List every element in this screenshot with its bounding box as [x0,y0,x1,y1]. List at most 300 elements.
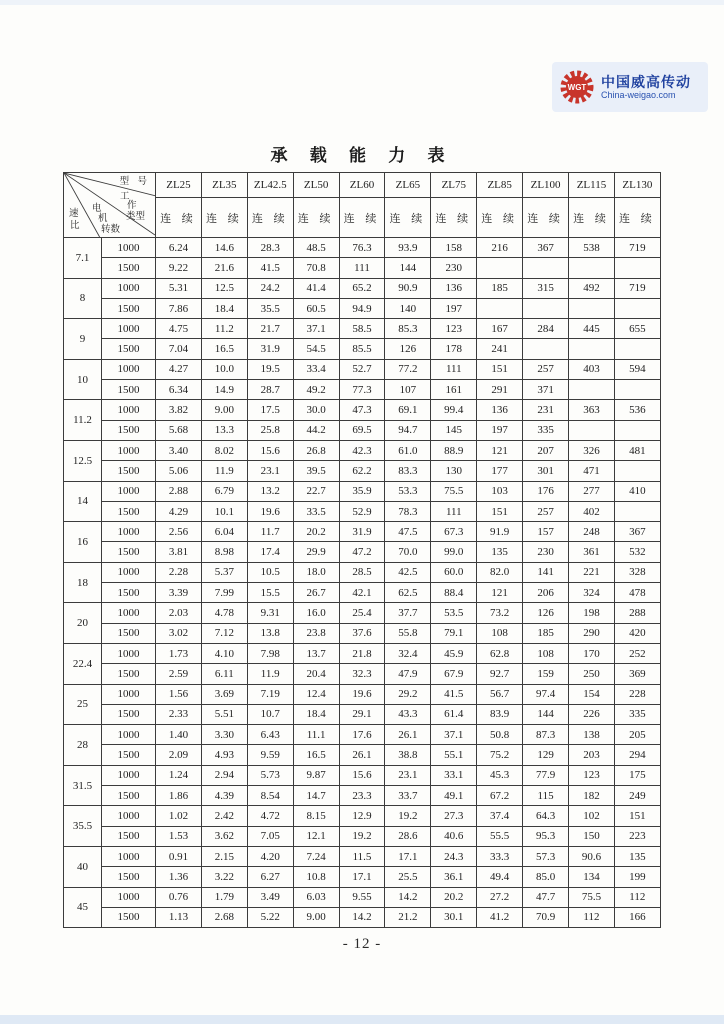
scan-edge-bottom [0,1015,724,1024]
capacity-value-cell: 85.0 [523,867,569,887]
capacity-value-cell: 43.3 [385,704,431,724]
capacity-value-cell: 28.5 [339,562,385,582]
capacity-value-cell: 6.11 [201,664,247,684]
capacity-value-cell: 78.3 [385,501,431,521]
capacity-value-cell: 54.5 [293,339,339,359]
capacity-value-cell: 18.4 [201,298,247,318]
capacity-value-cell: 151 [477,359,523,379]
speed-ratio-cell: 25 [64,684,102,725]
table-row [64,339,661,359]
table-row [64,583,661,603]
speed-ratio-cell: 20 [64,603,102,644]
capacity-value-cell: 170 [569,643,615,663]
capacity-value-cell [569,380,615,400]
motor-speed-cell: 1000 [102,522,156,542]
capacity-value-cell: 19.5 [247,359,293,379]
motor-speed-cell: 1500 [102,258,156,278]
capacity-value-cell: 107 [385,380,431,400]
load-capacity-table [63,172,661,928]
motor-speed-cell: 1000 [102,887,156,907]
gear-logo-icon [559,69,595,105]
capacity-value-cell: 121 [477,440,523,460]
capacity-value-cell: 70.8 [293,258,339,278]
table-corner-cell [64,173,156,238]
capacity-value-cell: 29.9 [293,542,339,562]
capacity-value-cell: 3.30 [201,725,247,745]
capacity-value-cell: 88.9 [431,440,477,460]
capacity-value-cell: 135 [614,846,660,866]
capacity-value-cell: 9.31 [247,603,293,623]
capacity-value-cell: 15.5 [247,583,293,603]
capacity-value-cell: 23.3 [339,786,385,806]
table-row [64,684,661,704]
motor-speed-cell: 1000 [102,278,156,298]
capacity-value-cell: 77.9 [523,765,569,785]
capacity-value-cell: 33.3 [477,846,523,866]
capacity-value-cell: 4.27 [156,359,202,379]
table-row [64,440,661,460]
capacity-value-cell: 445 [569,319,615,339]
capacity-value-cell: 13.3 [201,420,247,440]
capacity-value-cell: 536 [614,400,660,420]
capacity-value-cell: 121 [477,583,523,603]
capacity-value-cell: 108 [523,643,569,663]
capacity-value-cell: 37.6 [339,623,385,643]
capacity-value-cell: 2.56 [156,522,202,542]
table-row [64,887,661,907]
scan-edge-top [0,0,724,5]
capacity-value-cell: 11.1 [293,725,339,745]
capacity-value-cell: 17.1 [339,867,385,887]
capacity-value-cell [569,420,615,440]
capacity-value-cell: 62.5 [385,583,431,603]
duty-type-cell: 连 续 [477,198,523,238]
motor-speed-cell: 1000 [102,643,156,663]
capacity-value-cell [523,258,569,278]
capacity-value-cell: 87.3 [523,725,569,745]
capacity-value-cell: 42.3 [339,440,385,460]
corner-label-motorspeed: 电 [92,204,102,214]
capacity-value-cell: 25.4 [339,603,385,623]
table-row [64,522,661,542]
capacity-value-cell: 4.39 [201,786,247,806]
capacity-value-cell: 47.9 [385,664,431,684]
capacity-value-cell: 199 [614,867,660,887]
capacity-value-cell: 291 [477,380,523,400]
capacity-value-cell: 410 [614,481,660,501]
motor-speed-cell: 1500 [102,501,156,521]
capacity-value-cell: 37.1 [293,319,339,339]
capacity-value-cell: 37.1 [431,725,477,745]
table-row [64,420,661,440]
duty-type-cell: 连 续 [339,198,385,238]
speed-ratio-cell: 22.4 [64,643,102,684]
capacity-value-cell: 47.5 [385,522,431,542]
capacity-value-cell: 102 [569,806,615,826]
table-row [64,704,661,724]
corner-label-motorspeed: 转数 [101,225,121,235]
capacity-value-cell: 83.3 [385,461,431,481]
column-header-model: ZL25 [156,173,202,198]
capacity-value-cell: 3.82 [156,400,202,420]
capacity-value-cell: 90.9 [385,278,431,298]
capacity-value-cell: 145 [431,420,477,440]
capacity-value-cell: 2.68 [201,907,247,927]
motor-speed-cell: 1000 [102,806,156,826]
capacity-value-cell: 203 [569,745,615,765]
table-row [64,542,661,562]
capacity-value-cell: 49.2 [293,380,339,400]
column-header-model: ZL85 [477,173,523,198]
capacity-value-cell: 33.1 [431,765,477,785]
capacity-value-cell: 9.87 [293,765,339,785]
capacity-value-cell: 126 [385,339,431,359]
capacity-value-cell: 2.42 [201,806,247,826]
capacity-value-cell: 18.0 [293,562,339,582]
capacity-value-cell: 53.3 [385,481,431,501]
capacity-value-cell: 158 [431,238,477,258]
capacity-value-cell: 19.6 [339,684,385,704]
capacity-value-cell: 223 [614,826,660,846]
capacity-value-cell: 7.98 [247,643,293,663]
capacity-value-cell [614,501,660,521]
capacity-value-cell: 2.88 [156,481,202,501]
capacity-value-cell: 55.5 [477,826,523,846]
capacity-value-cell: 95.3 [523,826,569,846]
capacity-value-cell: 91.9 [477,522,523,542]
duty-type-cell: 连 续 [523,198,569,238]
capacity-value-cell: 288 [614,603,660,623]
capacity-value-cell: 53.5 [431,603,477,623]
capacity-value-cell: 324 [569,583,615,603]
capacity-value-cell: 177 [477,461,523,481]
capacity-value-cell: 1.02 [156,806,202,826]
capacity-value-cell: 185 [477,278,523,298]
table-row [64,238,661,258]
capacity-value-cell: 28.3 [247,238,293,258]
motor-speed-cell: 1000 [102,238,156,258]
capacity-value-cell: 369 [614,664,660,684]
page-number: - 12 - [342,936,382,952]
capacity-value-cell: 221 [569,562,615,582]
capacity-value-cell: 250 [569,664,615,684]
motor-speed-cell: 1000 [102,400,156,420]
capacity-value-cell: 10.1 [201,501,247,521]
capacity-value-cell: 49.4 [477,867,523,887]
capacity-value-cell: 0.76 [156,887,202,907]
capacity-value-cell: 30.0 [293,400,339,420]
table-row [64,745,661,765]
capacity-value-cell: 230 [523,542,569,562]
motor-speed-cell: 1000 [102,319,156,339]
capacity-value-cell: 44.2 [293,420,339,440]
capacity-value-cell: 2.33 [156,704,202,724]
capacity-value-cell: 6.79 [201,481,247,501]
capacity-value-cell: 8.15 [293,806,339,826]
capacity-value-cell: 205 [614,725,660,745]
capacity-value-cell: 420 [614,623,660,643]
capacity-value-cell: 49.1 [431,786,477,806]
capacity-value-cell: 151 [614,806,660,826]
capacity-value-cell: 1.56 [156,684,202,704]
capacity-value-cell: 22.7 [293,481,339,501]
speed-ratio-cell: 11.2 [64,400,102,441]
motor-speed-cell: 1500 [102,380,156,400]
capacity-value-cell: 12.9 [339,806,385,826]
capacity-value-cell: 13.8 [247,623,293,643]
capacity-value-cell: 11.2 [201,319,247,339]
capacity-value-cell: 144 [523,704,569,724]
capacity-value-cell: 594 [614,359,660,379]
speed-ratio-cell: 18 [64,562,102,603]
duty-type-cell: 连 续 [247,198,293,238]
capacity-value-cell: 20.2 [293,522,339,542]
column-header-model: ZL60 [339,173,385,198]
capacity-value-cell: 90.6 [569,846,615,866]
motor-speed-cell: 1000 [102,725,156,745]
capacity-value-cell: 70.0 [385,542,431,562]
motor-speed-cell: 1500 [102,298,156,318]
capacity-value-cell: 277 [569,481,615,501]
capacity-value-cell: 30.1 [431,907,477,927]
capacity-value-cell: 33.4 [293,359,339,379]
capacity-value-cell: 481 [614,440,660,460]
capacity-value-cell: 94.7 [385,420,431,440]
capacity-value-cell: 20.4 [293,664,339,684]
capacity-value-cell: 31.9 [247,339,293,359]
capacity-value-cell: 144 [385,258,431,278]
capacity-value-cell: 6.24 [156,238,202,258]
capacity-value-cell: 11.9 [201,461,247,481]
speed-ratio-cell: 7.1 [64,238,102,279]
capacity-value-cell: 94.9 [339,298,385,318]
capacity-value-cell: 26.7 [293,583,339,603]
capacity-value-cell: 167 [477,319,523,339]
capacity-value-cell: 402 [569,501,615,521]
capacity-value-cell: 35.5 [247,298,293,318]
duty-type-cell: 连 续 [614,198,660,238]
speed-ratio-cell: 14 [64,481,102,522]
capacity-value-cell: 1.36 [156,867,202,887]
capacity-value-cell: 21.2 [385,907,431,927]
capacity-value-cell: 62.2 [339,461,385,481]
capacity-value-cell: 67.2 [477,786,523,806]
capacity-value-cell: 65.2 [339,278,385,298]
speed-ratio-cell: 28 [64,725,102,766]
brand-domain: China-weigao.com [601,89,676,100]
capacity-value-cell: 60.5 [293,298,339,318]
capacity-value-cell: 16.0 [293,603,339,623]
motor-speed-cell: 1000 [102,846,156,866]
table-row [64,258,661,278]
capacity-value-cell: 32.4 [385,643,431,663]
capacity-value-cell: 1.73 [156,643,202,663]
capacity-value-cell: 17.5 [247,400,293,420]
capacity-value-cell: 37.4 [477,806,523,826]
capacity-value-cell: 29.2 [385,684,431,704]
capacity-value-cell: 361 [569,542,615,562]
capacity-value-cell: 367 [523,238,569,258]
capacity-value-cell: 73.2 [477,603,523,623]
capacity-value-cell: 175 [614,765,660,785]
capacity-value-cell: 9.00 [293,907,339,927]
capacity-value-cell: 27.2 [477,887,523,907]
capacity-value-cell: 3.81 [156,542,202,562]
capacity-value-cell: 47.2 [339,542,385,562]
capacity-value-cell: 35.9 [339,481,385,501]
capacity-value-cell: 9.55 [339,887,385,907]
table-row [64,319,661,339]
capacity-value-cell: 252 [614,643,660,663]
capacity-value-cell: 326 [569,440,615,460]
capacity-value-cell: 216 [477,238,523,258]
table-row [64,846,661,866]
capacity-value-cell: 112 [614,887,660,907]
capacity-value-cell: 492 [569,278,615,298]
table-row [64,481,661,501]
capacity-value-cell: 197 [477,420,523,440]
capacity-value-cell: 2.03 [156,603,202,623]
corner-label-worktype: 作 [127,201,137,211]
capacity-value-cell: 2.09 [156,745,202,765]
capacity-value-cell: 290 [569,623,615,643]
motor-speed-cell: 1500 [102,745,156,765]
capacity-value-cell: 284 [523,319,569,339]
capacity-value-cell: 7.05 [247,826,293,846]
table-row [64,400,661,420]
corner-label-model: 型 号 [119,177,150,187]
capacity-value-cell [569,298,615,318]
column-header-model: ZL50 [293,173,339,198]
motor-speed-cell: 1500 [102,907,156,927]
capacity-value-cell: 27.3 [431,806,477,826]
capacity-value-cell: 45.3 [477,765,523,785]
capacity-value-cell: 103 [477,481,523,501]
capacity-value-cell: 4.10 [201,643,247,663]
capacity-value-cell: 0.91 [156,846,202,866]
capacity-value-cell: 123 [431,319,477,339]
table-row [64,725,661,745]
speed-ratio-cell: 16 [64,522,102,563]
capacity-value-cell [614,339,660,359]
table-row [64,278,661,298]
capacity-value-cell: 92.7 [477,664,523,684]
motor-speed-cell: 1000 [102,359,156,379]
capacity-value-cell: 83.9 [477,704,523,724]
capacity-value-cell: 1.40 [156,725,202,745]
capacity-value-cell: 28.6 [385,826,431,846]
capacity-value-cell: 197 [431,298,477,318]
capacity-value-cell: 5.68 [156,420,202,440]
capacity-value-cell: 151 [477,501,523,521]
capacity-value-cell: 99.0 [431,542,477,562]
capacity-value-cell: 41.5 [247,258,293,278]
capacity-value-cell: 5.31 [156,278,202,298]
capacity-value-cell: 79.1 [431,623,477,643]
capacity-value-cell: 17.6 [339,725,385,745]
motor-speed-cell: 1500 [102,461,156,481]
column-header-model: ZL100 [523,173,569,198]
capacity-value-cell: 29.1 [339,704,385,724]
capacity-value-cell: 61.4 [431,704,477,724]
capacity-value-cell: 15.6 [247,440,293,460]
capacity-value-cell: 1.24 [156,765,202,785]
capacity-value-cell: 7.19 [247,684,293,704]
capacity-value-cell: 24.2 [247,278,293,298]
table-row [64,826,661,846]
capacity-value-cell: 47.7 [523,887,569,907]
capacity-value-cell: 5.06 [156,461,202,481]
capacity-value-cell [569,339,615,359]
capacity-value-cell: 41.2 [477,907,523,927]
capacity-value-cell: 31.9 [339,522,385,542]
capacity-value-cell: 150 [569,826,615,846]
duty-type-cell: 连 续 [156,198,202,238]
motor-speed-cell: 1000 [102,481,156,501]
table-row [64,623,661,643]
capacity-value-cell: 185 [523,623,569,643]
motor-speed-cell: 1500 [102,542,156,562]
capacity-value-cell: 12.5 [201,278,247,298]
capacity-value-cell: 3.39 [156,583,202,603]
capacity-value-cell: 23.1 [247,461,293,481]
capacity-value-cell: 70.9 [523,907,569,927]
capacity-value-cell: 40.6 [431,826,477,846]
capacity-value-cell: 159 [523,664,569,684]
column-header-model: ZL65 [385,173,431,198]
capacity-value-cell: 8.98 [201,542,247,562]
duty-type-cell: 连 续 [201,198,247,238]
capacity-value-cell: 14.7 [293,786,339,806]
motor-speed-cell: 1000 [102,440,156,460]
capacity-value-cell: 7.04 [156,339,202,359]
capacity-value-cell: 228 [614,684,660,704]
duty-type-cell: 连 续 [385,198,431,238]
capacity-value-cell: 1.13 [156,907,202,927]
capacity-value-cell: 7.12 [201,623,247,643]
capacity-value-cell [614,420,660,440]
capacity-value-cell: 21.7 [247,319,293,339]
capacity-value-cell: 7.86 [156,298,202,318]
capacity-value-cell: 15.6 [339,765,385,785]
motor-speed-cell: 1500 [102,867,156,887]
capacity-value-cell: 6.34 [156,380,202,400]
capacity-value-cell: 85.3 [385,319,431,339]
table-row [64,867,661,887]
capacity-value-cell: 176 [523,481,569,501]
speed-ratio-cell: 9 [64,319,102,360]
capacity-value-cell: 206 [523,583,569,603]
speed-ratio-cell: 10 [64,359,102,400]
capacity-value-cell [614,298,660,318]
capacity-value-cell: 2.15 [201,846,247,866]
column-header-model: ZL35 [201,173,247,198]
capacity-value-cell: 26.1 [385,725,431,745]
motor-speed-cell: 1000 [102,562,156,582]
company-logo [552,62,708,112]
table-row [64,806,661,826]
capacity-value-cell: 207 [523,440,569,460]
capacity-value-cell: 85.5 [339,339,385,359]
capacity-value-cell: 230 [431,258,477,278]
capacity-value-cell: 123 [569,765,615,785]
capacity-value-cell: 161 [431,380,477,400]
capacity-value-cell: 24.3 [431,846,477,866]
capacity-value-cell: 10.8 [293,867,339,887]
capacity-value-cell: 138 [569,725,615,745]
table-row [64,298,661,318]
capacity-value-cell: 3.62 [201,826,247,846]
